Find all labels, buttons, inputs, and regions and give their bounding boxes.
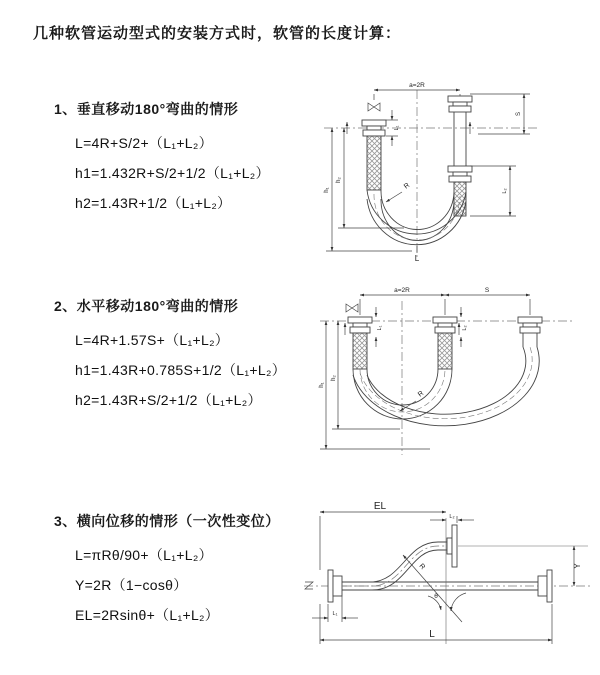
dim-label-s: S bbox=[516, 111, 522, 117]
dim-label-l2: L₂ bbox=[462, 325, 468, 331]
dim-label-l2: L₂ bbox=[502, 188, 508, 194]
dim-label-y: Y bbox=[573, 563, 582, 569]
right-lower-flange bbox=[448, 166, 472, 182]
formula-line: EL=2Rsinθ+（L₁+L₂） bbox=[75, 607, 220, 623]
valve-icon bbox=[346, 304, 358, 312]
formula-line: L=πRθ/90+（L₁+L₂） bbox=[75, 547, 213, 563]
formula-line: h2=1.43R+S/2+1/2（L₁+L₂） bbox=[75, 392, 262, 408]
displaced-s-curve-hose bbox=[342, 542, 452, 590]
middle-flange bbox=[433, 317, 457, 333]
dim-label-h2: h₂ bbox=[336, 177, 342, 183]
radius-callout bbox=[400, 390, 425, 411]
dimension-s bbox=[445, 287, 530, 315]
dim-label-h1: h₁ bbox=[319, 382, 325, 388]
dimension-l1 bbox=[312, 596, 358, 622]
formula-line: L=4R+S/2+（L₁+L₂） bbox=[75, 135, 213, 151]
formula-line: h1=1.43R+0.785S+1/2（L₁+L₂） bbox=[75, 362, 286, 378]
top-right-flange-displaced bbox=[447, 525, 457, 567]
angle-label: θ bbox=[434, 593, 438, 600]
section-3-formulas bbox=[75, 540, 280, 630]
dim-label-l1: L₁ bbox=[394, 125, 400, 131]
centerline-break-mark bbox=[305, 582, 313, 589]
dim-label-l: L bbox=[429, 629, 435, 640]
angle-theta-callout bbox=[428, 593, 466, 611]
formula-line: Y=2R（1−cosθ） bbox=[75, 577, 188, 593]
dim-label-h1: h₁ bbox=[324, 187, 330, 193]
page-title: 几种软管运动型式的安装方式时，软管的长度计算： bbox=[33, 25, 402, 42]
dim-label-a2r: a=2R bbox=[394, 287, 410, 294]
length-label: L bbox=[414, 254, 420, 262]
u-bend-hose bbox=[367, 190, 466, 245]
dimension-l2 bbox=[430, 514, 474, 523]
braided-hose-left bbox=[353, 333, 367, 369]
centerlines bbox=[324, 90, 540, 258]
formula-line: L=4R+1.57S+（L₁+L₂） bbox=[75, 332, 230, 348]
dimension-el bbox=[320, 501, 446, 570]
section-2 bbox=[54, 296, 286, 415]
diagram-horizontal-180-bend bbox=[312, 283, 600, 461]
dimension-l bbox=[320, 604, 552, 644]
right-flange-moved bbox=[518, 317, 542, 333]
radius-label: R bbox=[402, 181, 412, 191]
dim-label-l1: L₁ bbox=[377, 325, 383, 331]
section-1 bbox=[54, 99, 270, 218]
right-flange-original bbox=[538, 570, 552, 602]
dimension-l2 bbox=[461, 307, 468, 347]
left-flange bbox=[348, 317, 372, 333]
diagram-lateral-displacement bbox=[300, 498, 596, 650]
braided-hose-left bbox=[367, 136, 381, 190]
right-pipe-moved bbox=[523, 333, 537, 347]
diagram-vertical-180-bend bbox=[312, 76, 552, 262]
section-1-formulas bbox=[75, 128, 270, 218]
section-3 bbox=[54, 511, 280, 630]
left-flange bbox=[328, 570, 342, 602]
formula-line: h1=1.432R+S/2+1/2（L₁+L₂） bbox=[75, 165, 270, 181]
dim-label-h2: h₂ bbox=[331, 375, 337, 381]
section-1-heading: 1、垂直移动180°弯曲的情形 bbox=[54, 101, 239, 117]
section-2-heading: 2、水平移动180°弯曲的情形 bbox=[54, 298, 239, 314]
dimension-h1 bbox=[319, 321, 430, 449]
dimension-l2 bbox=[470, 166, 516, 216]
section-2-formulas bbox=[75, 325, 286, 415]
length-callout bbox=[415, 246, 420, 262]
dim-label-l2: L₂ bbox=[449, 514, 455, 520]
dimension-l1 bbox=[376, 307, 383, 347]
right-upper-flange bbox=[448, 96, 472, 112]
radius-label: R bbox=[416, 389, 426, 399]
formula-line: h2=1.43R+1/2（L₁+L₂） bbox=[75, 195, 232, 211]
dim-label-el: EL bbox=[373, 501, 387, 512]
dim-label-s: S bbox=[484, 287, 490, 294]
valve-icon bbox=[368, 103, 380, 111]
radius-label: R bbox=[417, 562, 427, 572]
braided-hose-middle bbox=[438, 333, 452, 369]
radius-callout bbox=[386, 182, 411, 202]
dim-label-l1: L₁ bbox=[332, 611, 338, 617]
dim-label-a2r: a=2R bbox=[409, 82, 425, 89]
dimension-a2r bbox=[360, 287, 445, 315]
dimension-y bbox=[458, 546, 588, 586]
section-3-heading: 3、横向位移的情形（一次性变位） bbox=[54, 513, 280, 529]
right-pipe bbox=[454, 112, 466, 166]
